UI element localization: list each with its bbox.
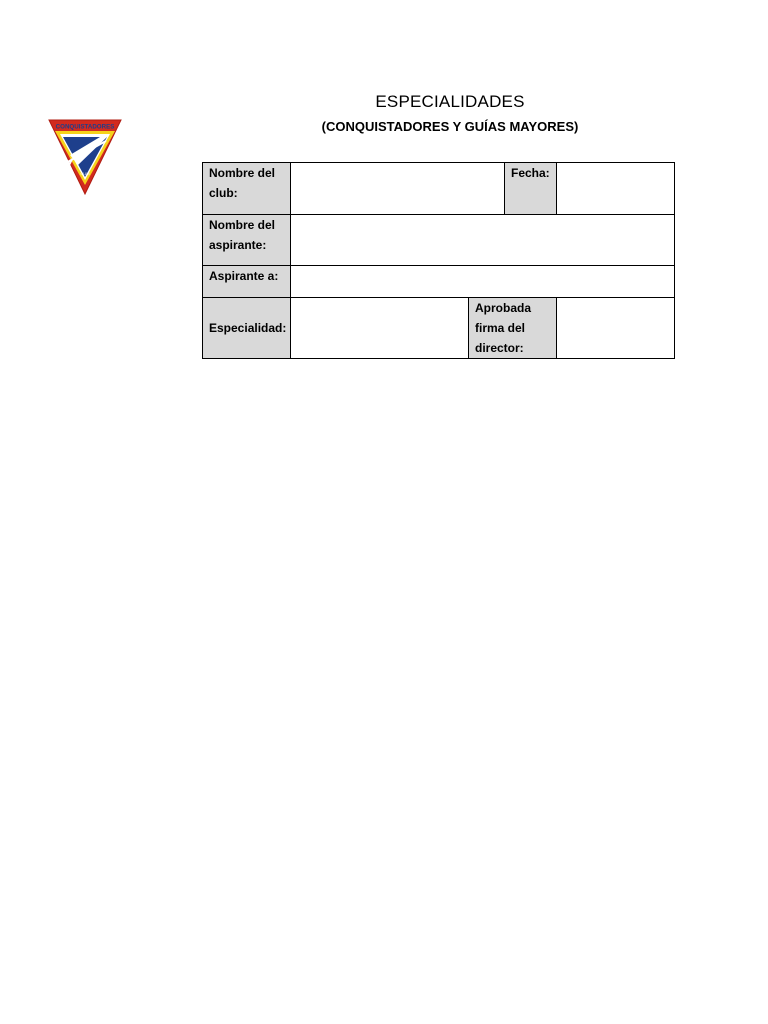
fecha-label: Fecha: (511, 166, 550, 180)
fecha-label-cell (505, 163, 557, 215)
firma-director-field[interactable] (557, 298, 675, 359)
logo-text-top: CONQUISTADORES (55, 123, 115, 131)
club-name-label-cell (203, 163, 291, 215)
aspirante-name-label-cell (203, 215, 291, 266)
logo-text-bottom: CLUB (80, 172, 90, 176)
especialidad-label: Especialidad: (209, 321, 287, 335)
club-name-label: Nombre del club: (209, 166, 276, 200)
form-row-especialidad (203, 298, 675, 359)
firma-director-label-cell (469, 298, 557, 359)
aspirante-a-label: Aspirante a: (209, 269, 279, 283)
club-name-field[interactable] (291, 163, 505, 215)
form-row-club (203, 163, 675, 215)
especialidad-label-cell (203, 298, 291, 359)
specialty-form-table (202, 162, 675, 359)
especialidad-field[interactable] (291, 298, 469, 359)
firma-director-label: Aprobada firma del director: (475, 301, 532, 355)
document-title: ESPECIALIDADES (375, 92, 525, 111)
form-row-aspirante (203, 215, 675, 266)
aspirante-a-field[interactable] (291, 266, 675, 298)
form-row-aspirante-a (203, 266, 675, 298)
aspirante-name-label: Nombre del aspirante: (209, 218, 276, 252)
aspirante-name-field[interactable] (291, 215, 675, 266)
document-subtitle: (CONQUISTADORES Y GUÍAS MAYORES) (321, 119, 579, 134)
aspirante-a-label-cell (203, 266, 291, 298)
fecha-field[interactable] (557, 163, 675, 215)
